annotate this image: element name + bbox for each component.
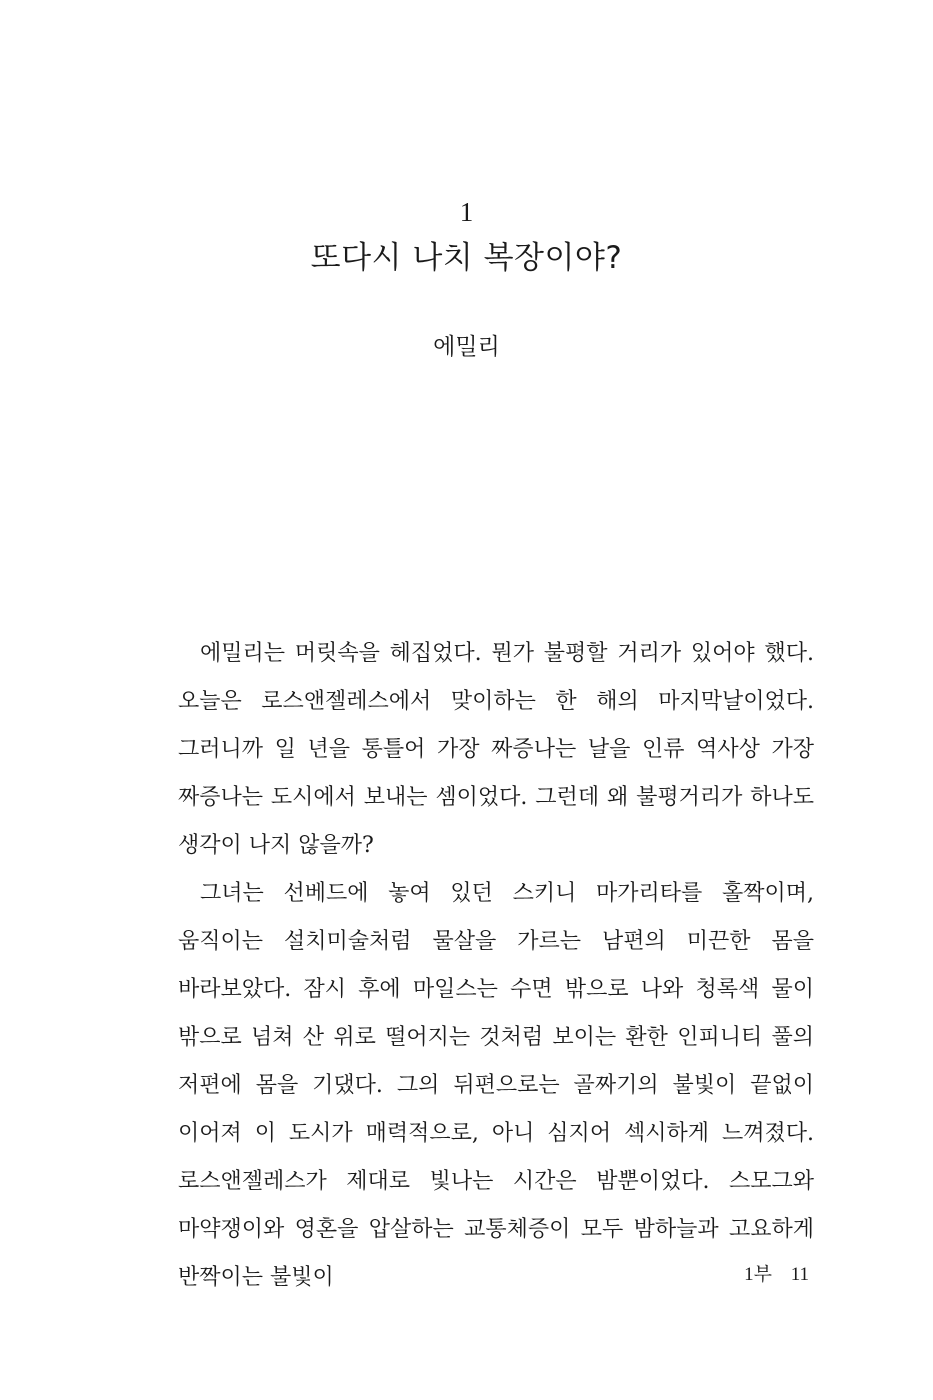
chapter-pov-character: 에밀리 [433,334,500,360]
paragraph: 그녀는 선베드에 놓여 있던 스키니 마가리타를 홀짝이며, 움직이는 설치미술처럼 물살을 가르는 남편의 미끈한 몸을 바라보았다. 잠시 후에 마일스는 수면 밖으로 나와 청록색 물이 밖으로 넘쳐 산 위로 떨어지는 것처럼 보이는 환한 인피니티 풀의 저편에 몸을 기댔다. 그의 뒤편으로는 골짜기의 불빛이 끝없이 이어져 이 도시가 매력적으로, 아니 심지어 섹시하게 느껴졌다. 로스앤젤레스가 제대로 빛나는 시간은 밤뿐이었다. 스모그와 마약쟁이와 영혼을 압살하는 교통체증이 모두 밤하늘과 고요하게 반짝이는 불빛이 [178,881,814,1290]
running-footer [744,1262,809,1288]
chapter-number: 1 [459,197,474,227]
body-text [178,630,814,1302]
chapter-title: 또다시 나치 복장이야? [310,240,623,276]
footer-part-label: 1부 [744,1264,772,1285]
page-number: 11 [790,1264,809,1285]
paragraph: 에밀리는 머릿속을 헤집었다. 뭔가 불평할 거리가 있어야 했다. 오늘은 로스앤젤레스에서 맞이하는 한 해의 마지막날이었다. 그러니까 일 년을 통틀어 가장 짜증나는 날을 인류 역사상 가장 짜증나는 도시에서 보내는 셈이었다. 그런데 왜 불평거리가 하나도 생각이 나지 않을까? [178,641,814,858]
